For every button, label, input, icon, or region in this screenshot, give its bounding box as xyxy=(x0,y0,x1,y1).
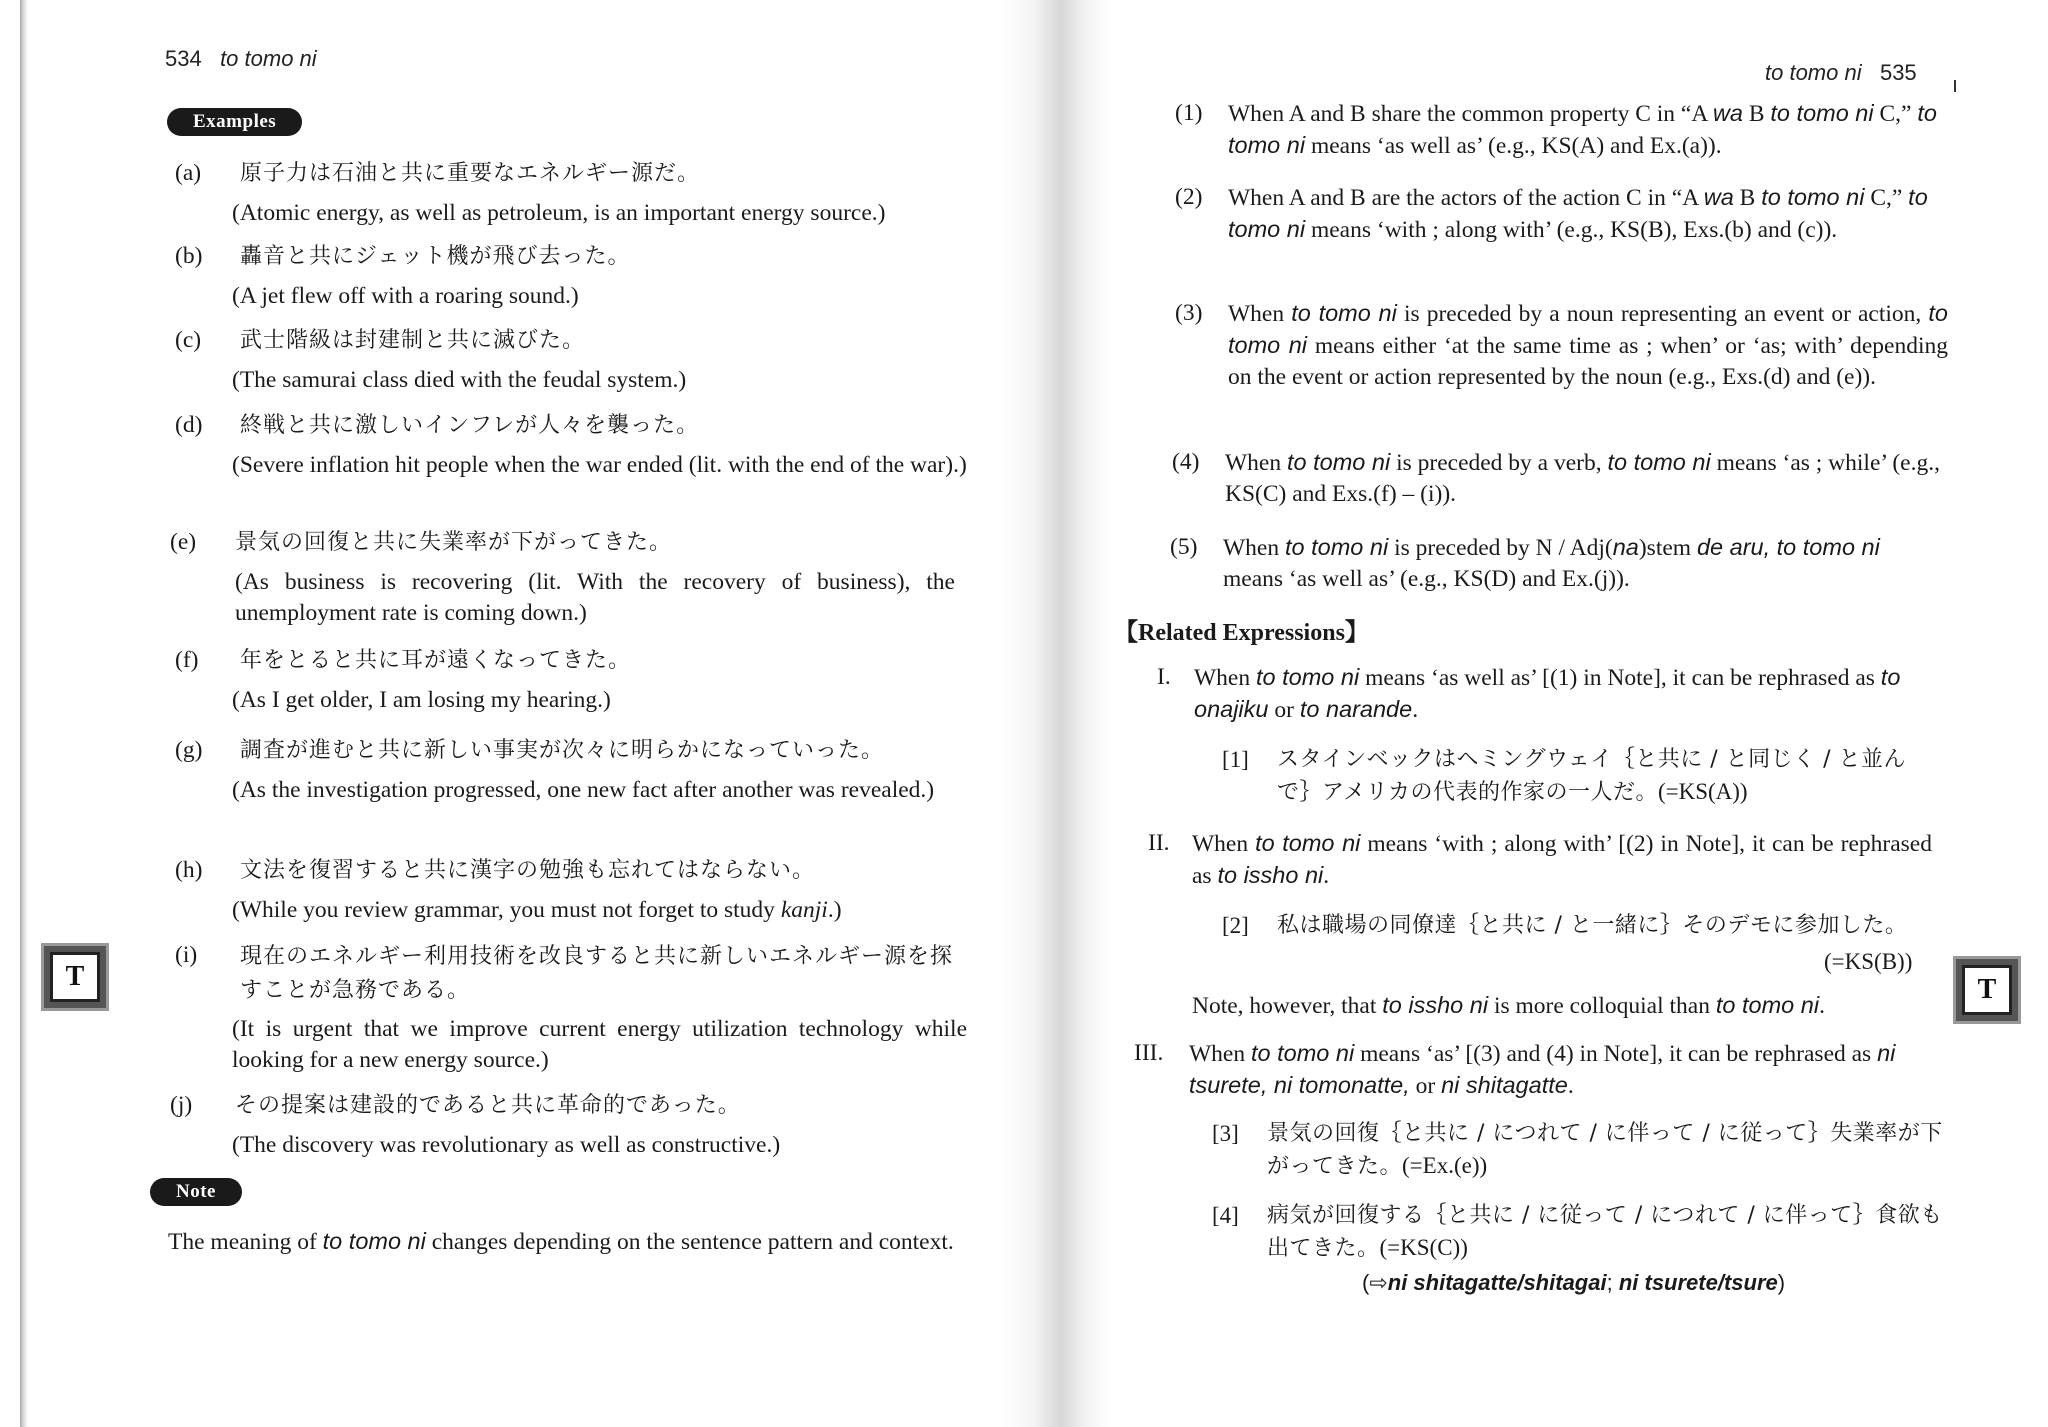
left-running-head xyxy=(165,46,317,72)
example-japanese: 武士階級は封建制と共に滅びた。 xyxy=(240,328,586,353)
example-label: (a) xyxy=(175,160,202,186)
example-g xyxy=(175,735,975,835)
related-example-number: [3] xyxy=(1212,1121,1239,1146)
related-example-text: 景気の回復｛と共に / につれて / に伴って / に従って｝失業率が下がってきた。(=Ex.(e)) xyxy=(1267,1121,1943,1179)
example-translation: (As I get older, I am losing my hearing.) xyxy=(232,687,611,713)
thumb-index-tab-right: T xyxy=(1962,965,2012,1015)
book-gutter-shadow xyxy=(1000,0,1110,1427)
kanji-italic: kanji xyxy=(780,897,828,923)
example-translation: (The samurai class died with the feudal system.) xyxy=(232,367,687,393)
example-japanese: 原子力は石油と共に重要なエネルギー源だ。 xyxy=(240,161,701,186)
thumb-index-tab-left: T xyxy=(50,952,100,1002)
left-running-title: to tomo ni xyxy=(220,46,317,71)
example-japanese: その提案は建設的であると共に革命的であった。 xyxy=(235,1093,741,1118)
note-item-3 xyxy=(1175,298,1955,428)
examples-label: Examples xyxy=(167,108,302,136)
note-item-number: (5) xyxy=(1170,534,1198,560)
example-f xyxy=(175,645,975,715)
example-label: (i) xyxy=(175,942,198,968)
example-translation: (While you review grammar, you must not forget to study kanji.) xyxy=(232,897,842,923)
related-item-text: When to tomo ni means ‘as well as’ [(1) in Note], it can be rephrased as to onajiku or to narande. xyxy=(1194,664,1901,723)
related-item-text: When to tomo ni means ‘as’ [(3) and (4) in Note], it can be rephrased as ni tsurete, ni tomonatte, or ni shitagatte. xyxy=(1189,1040,1896,1099)
example-translation: (A jet flew off with a roaring sound.) xyxy=(232,283,579,309)
related-item-3 xyxy=(1134,1038,1954,1108)
left-page-number: 534 xyxy=(165,46,202,71)
related-example-3 xyxy=(1212,1118,1962,1188)
example-translation: (It is urgent that we improve current energy utilization technology while looking for a new energy source.) xyxy=(232,1016,967,1073)
note-item-text: When to tomo ni is preceded by a verb, to tomo ni means ‘as ; while’ (e.g., KS(C) and Exs.(f) – (i)). xyxy=(1225,449,1940,507)
example-japanese: 轟音と共にジェット機が飛び去った。 xyxy=(240,244,631,269)
example-label: (b) xyxy=(175,243,203,269)
example-a xyxy=(175,158,975,228)
example-japanese: 景気の回復と共に失業率が下がってきた。 xyxy=(235,530,673,555)
related-item-number: I. xyxy=(1157,664,1171,690)
note-item-number: (3) xyxy=(1175,300,1203,326)
example-label: (h) xyxy=(175,857,203,883)
example-label: (c) xyxy=(175,327,202,353)
cross-reference: (⇨ni shitagatte/shitagai; ni tsurete/tsure) xyxy=(1362,1270,1786,1295)
note-item-text: When to tomo ni is preceded by N / Adj(na)stem de aru, to tomo ni means ‘as well as’ (e.g., KS(D) and Ex.(j)). xyxy=(1223,534,1880,592)
example-translation: (Atomic energy, as well as petroleum, is an important energy source.) xyxy=(232,200,886,226)
related-example-text: 病気が回復する｛と共に / に従って / につれて / に伴って｝食欲も出てきた。(=KS(C)) xyxy=(1267,1203,1943,1261)
example-japanese: 終戦と共に激しいインフレが人々を襲った。 xyxy=(240,413,700,438)
note-label: Note xyxy=(150,1178,242,1206)
example-japanese: 文法を復習すると共に漢字の勉強も忘れてはならない。 xyxy=(240,858,816,883)
example-translation: (As business is recovering (lit. With the recovery of business), the unemployment rate is coming down.) xyxy=(235,569,955,626)
example-h xyxy=(175,855,975,925)
related-expressions-heading: 【Related Expressions】 xyxy=(1114,620,1369,646)
example-label: (f) xyxy=(175,647,199,673)
note-item-text: When to tomo ni is preceded by a noun representing an event or action, to tomo ni means either ‘at the same time as ; when’ or ‘as; with’ depending on the event or action represented by the noun (e.g., Exs.(d) and (e)). xyxy=(1228,300,1948,390)
related-item-number: II. xyxy=(1148,830,1170,856)
example-translation: (As the investigation progressed, one new fact after another was revealed.) xyxy=(232,777,935,803)
example-j xyxy=(170,1090,970,1160)
note-item-number: (4) xyxy=(1172,449,1200,475)
right-running-head xyxy=(1765,60,1917,86)
related-item-2 xyxy=(1148,828,1958,898)
note-item-text: When A and B are the actors of the action C in “A wa B to tomo ni C,” to tomo ni means ‘with ; along with’ (e.g., KS(B), Exs.(b) and (c)). xyxy=(1228,184,1928,243)
example-b xyxy=(175,241,975,311)
related-example-number: [2] xyxy=(1222,913,1249,938)
example-japanese: 調査が進むと共に新しい事実が次々に明らかになっていった。 xyxy=(240,738,885,763)
note-item-text: When A and B share the common property C in “A wa B to tomo ni C,” to tomo ni means ‘as well as’ (e.g., KS(A) and Ex.(a)). xyxy=(1228,100,1937,159)
left-page xyxy=(0,0,1010,1427)
example-e xyxy=(170,527,970,627)
related-example-number: [4] xyxy=(1212,1203,1239,1228)
example-japanese: 年をとると共に耳が遠くなってきた。 xyxy=(240,648,632,673)
right-page-number: 535 xyxy=(1879,60,1917,85)
example-japanese: 現在のエネルギー利用技術を改良すると共に新しいエネルギー源を探すことが急務である。 xyxy=(240,944,954,1003)
example-c xyxy=(175,325,975,395)
example-label: (e) xyxy=(170,529,197,555)
note-item-1 xyxy=(1175,98,1955,168)
related-example-text: スタインベックはヘミングウェイ｛と共に / と同じく / と並んで｝アメリカの代表的作家の一人だ。(=KS(A)) xyxy=(1277,747,1907,805)
related-item-text: When to tomo ni means ‘with ; along with’ [(2) in Note], it can be rephrased as to issho ni. xyxy=(1192,830,1932,889)
related-example-ref: (=KS(B)) xyxy=(1824,949,1913,974)
example-d xyxy=(175,410,975,510)
issho-note: Note, however, that to issho ni is more colloquial than to tomo ni. xyxy=(1192,992,1825,1019)
related-example-4 xyxy=(1212,1200,1962,1270)
page-corner-mark xyxy=(1954,80,1956,92)
related-example-2 xyxy=(1222,910,1962,980)
note-item-5 xyxy=(1170,532,1950,602)
note-item-number: (2) xyxy=(1175,184,1203,210)
example-i xyxy=(175,940,975,1073)
note-item-number: (1) xyxy=(1175,100,1203,126)
note-item-4 xyxy=(1172,447,1952,517)
right-running-title: to tomo ni xyxy=(1765,60,1862,85)
example-label: (g) xyxy=(175,737,203,763)
example-translation: (Severe inflation hit people when the war ended (lit. with the end of the war).) xyxy=(232,452,967,478)
note-text: The meaning of to tomo ni changes depending on the sentence pattern and context. xyxy=(168,1228,954,1255)
example-translation: (The discovery was revolutionary as well as constructive.) xyxy=(232,1132,781,1158)
related-item-number: III. xyxy=(1134,1040,1164,1066)
example-label: (d) xyxy=(175,412,203,438)
related-item-1 xyxy=(1157,662,1957,732)
related-example-1 xyxy=(1222,744,1962,814)
note-item-2 xyxy=(1175,182,1955,282)
related-example-number: [1] xyxy=(1222,747,1249,772)
related-example-text: 私は職場の同僚達｛と共に / と一緒に｝そのデモに参加した。 xyxy=(1277,913,1908,938)
example-label: (j) xyxy=(170,1092,193,1118)
